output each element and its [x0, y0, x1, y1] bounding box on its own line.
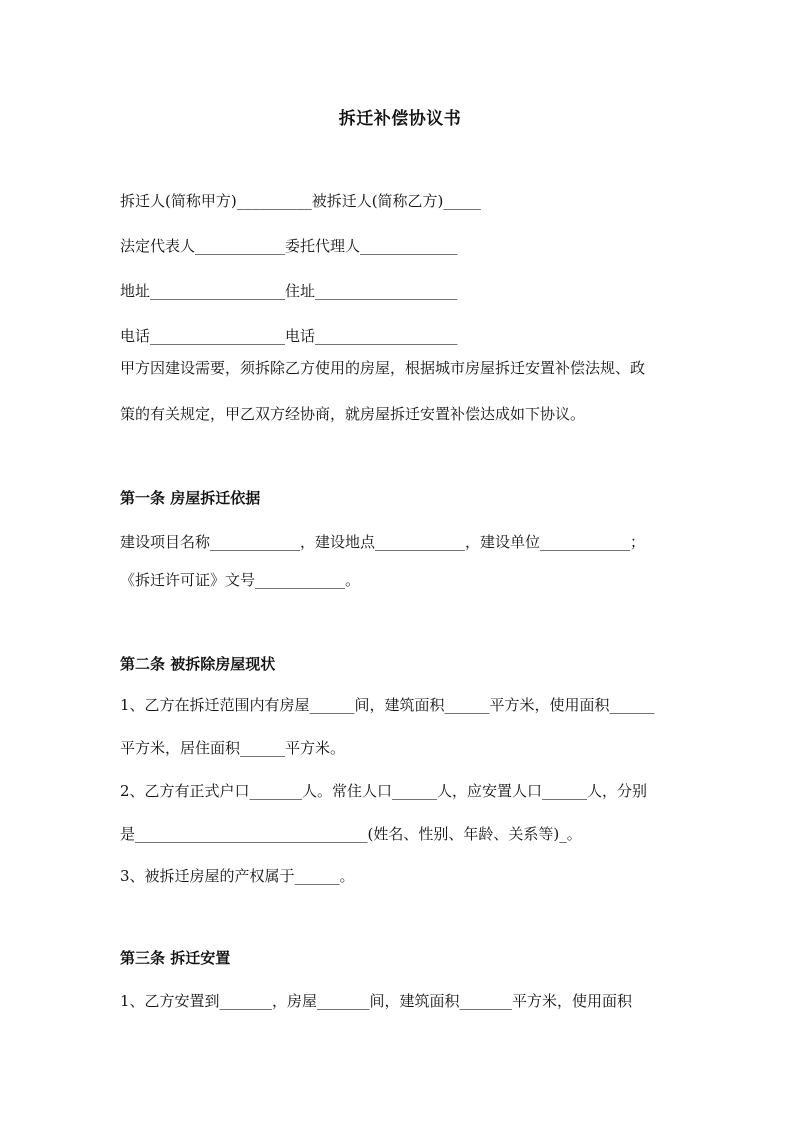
- section-1-line-2: 《拆迁许可证》文号____________。: [120, 571, 361, 589]
- address-line: 地址__________________住址___________________: [120, 282, 458, 300]
- representative-line: 法定代表人____________委托代理人_____________: [120, 237, 458, 255]
- document-title: 拆迁补偿协议书: [338, 109, 462, 129]
- preamble-line-2: 策的有关规定，甲乙双方经协商，就房屋拆迁安置补偿达成如下协议。: [120, 405, 586, 423]
- section-3-heading: 第三条 拆迁安置: [120, 949, 231, 967]
- section-2-line-5: 3、被拆迁房屋的产权属于______。: [120, 867, 355, 885]
- section-2-heading: 第二条 被拆除房屋现状: [120, 655, 276, 673]
- section-1-line-1: 建设项目名称____________，建设地点____________，建设单位____________；: [120, 533, 646, 551]
- party-names-line: 拆迁人(简称甲方)__________被拆迁人(简称乙方)_____: [120, 192, 481, 210]
- section-1-heading: 第一条 房屋拆迁依据: [120, 489, 261, 507]
- section-2-line-2: 平方米，居住面积______平方米。: [120, 739, 346, 757]
- phone-line: 电话__________________电话___________________: [120, 327, 458, 345]
- section-2-line-1: 1、乙方在拆迁范围内有房屋______间，建筑面积______平方米，使用面积______: [120, 696, 655, 714]
- section-2-line-4: 是_______________________________(姓名、性别、年龄、关系等)_。: [120, 825, 582, 843]
- section-2-line-3: 2、乙方有正式户口_______人。常住人口______人，应安置人口______人，分别: [120, 782, 648, 800]
- section-3-line-1: 1、乙方安置到_______，房屋_______间，建筑面积_______平方米，使用面积: [120, 992, 633, 1010]
- preamble-line-1: 甲方因建设需要，须拆除乙方使用的房屋，根据城市房屋拆迁安置补偿法规、政: [120, 359, 646, 377]
